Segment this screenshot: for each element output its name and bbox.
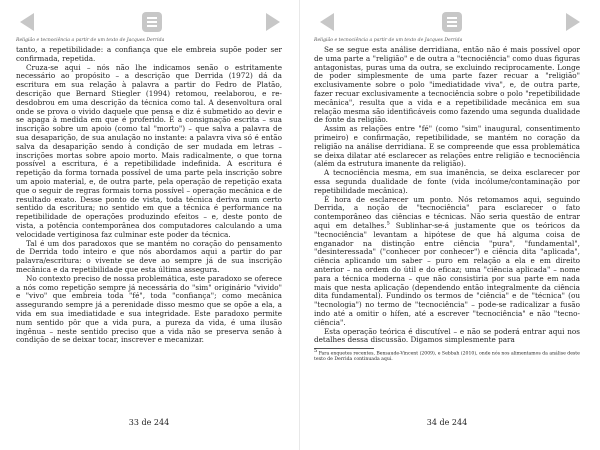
paragraph-text: Sublinhar-se-á justamente que os teóricos da "tecnociência" levantam a hipótese de que há alguma coisa de enganador na distinção entre ciência "pura", "fundamental", "desinteressada" ("conhecer por conhecer") e ciência dita "aplicada", ciência aplicando um saber – puro em relação a ela e em direito anterior – na ordem do útil e do eficaz; uma "ciência aplicada" – nome para a técnica moderna – que não consistiria por sua parte em nada mais que nesta aplicação (dependendo então integralmente da ciência dita fundamental). Fundindo os termos de "ciência" e de "técnica" (ou "tecnologia") no termo de "tecnociência" – pode-se radicalizar a fusão indo até a omitir o hífen, até a escrever "tecnociência" e não "tecno-ciência". [314,220,580,327]
reader-toolbar [16,0,300,38]
running-head: Religião e tecnociência a partir de um texto de Jacques Derrida [16,38,165,43]
page-number: 34 de 244 [426,418,468,427]
page-body [16,46,282,345]
paragraph: Esta operação teórica é discutível – e não se poderá entrar aqui nos detalhes dessa discussão. Digamos simplesmente para [314,326,580,345]
menu-icon[interactable] [442,12,462,32]
menu-icon[interactable] [142,12,162,32]
running-head: Religião e tecnociência a partir de um texto de Jacques Derrida [314,38,463,43]
paragraph: No contexto preciso de nossa problemática, este paradoxo se oferece a nós como repetição sempre já necessária do "sim" originário "vivido" e "vivo" que embreia toda "fé", toda "confiança"; como mecânica assegurando sempre já a perenidade disso mesmo que se opõe a ela, a vida em sua imediatidade e sua integridade. Este paradoxo permite num sentido pôr que a vida pura, a pureza da vida, é uma ilusão ingênua – neste sentido preciso que a vida não se preserva senão à condição de se deixar tocar, inscrever e mecanizar. [16,273,282,345]
footnote [314,348,580,363]
paragraph [314,196,580,328]
previous-page-arrow-icon[interactable] [20,13,34,31]
paragraph: Tal é um dos paradoxos que se mantém no coração do pensamento de Derrida todo inteiro e que nós abordamos aqui a partir do par palavra/escritura: o vivente se deve ao sempre já de sua inscrição mecânica e da repetibilidade que esta última assegura. [16,238,282,274]
footnote-number: 5 [314,348,318,355]
paragraph: A tecnociência mesma, em sua imanência, se deixa esclarecer por essa segunda dualidade de fonte (vida incólume/contaminação por repetibilidade mecânica). [314,168,580,195]
previous-page-arrow-icon[interactable] [320,13,334,31]
right-page [300,0,600,450]
footnote-rule [314,348,374,349]
reader-toolbar [314,0,600,38]
paragraph: Cruza-se aqui – nós não lhe indicamos senão o estritamente necessário ao propósito – a descrição que Derrida (1972) dá da escritura em sua relação à palavra a partir do Fedro de Platão, descrição que Bernard Stiegler (1994) retomou, reelaborou, e re-desdobrou em uma descrição da técnica como tal. A desenvoltura oral onde se prova o vivido daquele que pensa e diz é submetido ao devir e se apaga à medida em que é proferido. É a consignação escrita – sua inscrição sobre um apoio (como tal "morto") – que salva a palavra de sua desaparição, de sua anulação no instante: a palavra viva só é então salva da desaparição sendo à condição de ser mudada em letras – inscrições mortas sobre apoio morto. Mais radicalmente, o que torna possível a escritura, é a repetibilidade indefinida. A escritura é repetição da forma tornada possível de uma parte pela inscrição sobre um apoio material, e, de outra parte, pela operação de repetição exata que o seguir de regras formais torna possível – operação mecânica e de resultado exato. Desse ponto de vista, toda técnica deriva num certo sentido da escritura; no sentido em que a técnica é performance na repetibilidade de operações produzindo efeitos – e, deste ponto de vista, a potência contemporânea dos computadores calculando a uma velocidade vertiginosa faz culminar este poder da técnica. [16,62,282,239]
footnote-marker[interactable]: 5 [386,220,390,227]
paragraph: tanto, a repetibilidade: a confiança que ele embreia supõe poder ser confirmada, repetida. [16,45,282,63]
page-number: 33 de 244 [128,418,170,427]
paragraph: Assim as relações entre "fé" (como "sim" inaugural, consentimento primeiro) e confirmação, repetibilidade, se mantém no coração da religião na análise derridiana. E se compreende que essa problemática se deixa dilatar até esclarecer as relações entre religião e tecnociência (além da estrutura imanente da religião). [314,124,580,169]
next-page-arrow-icon[interactable] [266,13,280,31]
next-page-arrow-icon[interactable] [566,13,580,31]
footnote-text: Para enquetes recentes, Bensaude-Vincent (2009), e Sebbah (2010), onde nós nos alimentamos da análise deste texto de Derrida continuada aqui. [314,351,580,363]
page-body [314,46,580,345]
paragraph: Se se segue esta análise derridiana, então não é mais possível opor de uma parte a "religião" e de outra a "tecnociência" como duas figuras antagonistas, puras uma da outra, se excluindo reciprocamente. Longe de poder simplesmente de uma parte fazer recuar a "religião" exclusivamente sobre o polo "imediatidade viva", e, de outra parte, fazer recuar exclusivamente a tecnociência sobre o polo "repetibilidade mecânica", resulta que a vida e a repetibilidade mecânica em sua relação mesma são identificáveis como fazendo uma segunda dualidade de fonte da religião. [314,45,580,125]
paragraph-text: É hora de esclarecer um ponto. Nós retomamos aqui, seguindo Derrida, a noção de "tecnociência" para esclarecer o fato contemporâneo das ciências e técnicas. Não seria questão de entrar aqui em detalhes. [314,194,580,230]
